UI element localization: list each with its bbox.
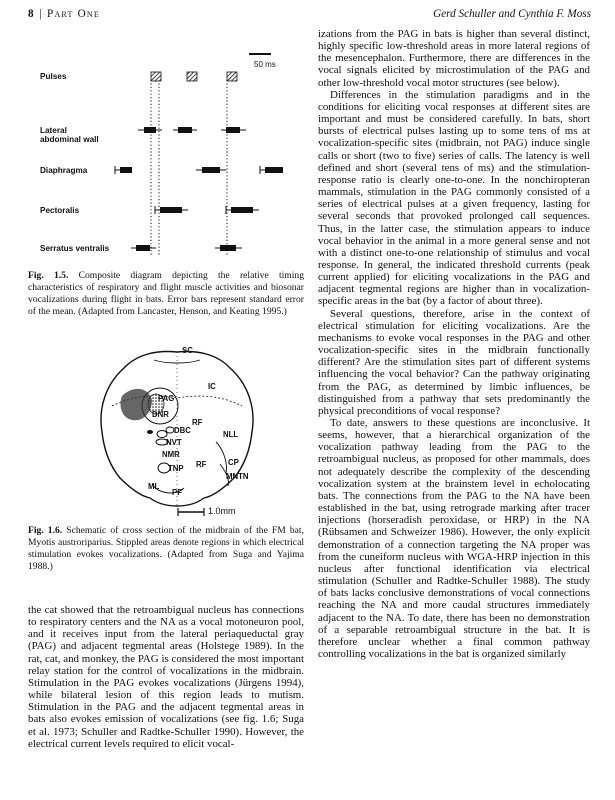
pulse-mark [151, 72, 161, 81]
caption-label: Fig. 1.6. [28, 525, 63, 536]
part-title: Part One [47, 8, 100, 20]
label-dnr: DNR [152, 410, 169, 419]
label-nll: NLL [223, 430, 239, 439]
label-ml: ML [148, 482, 160, 491]
left-column-text [28, 604, 304, 750]
timing-diagram-graphic [28, 42, 308, 274]
right-column-text [318, 28, 590, 660]
trace-serratus [131, 245, 242, 251]
scale-bar-label: 1.0mm [208, 506, 236, 516]
pulse-mark [187, 72, 197, 81]
figure-1-6-midbrain-section [92, 346, 262, 521]
label-nmr: NMR [162, 450, 180, 459]
label-ic: IC [208, 382, 216, 391]
label-rf-lower: RF [196, 460, 207, 469]
trace-label-diaphragma: Diaphragma [40, 166, 88, 175]
trace-diaphragma [115, 166, 283, 174]
paragraph: Several questions, therefore, arise in the context of electrical stimulation for eliciting vocalizations. Are the mechanisms to evoke vocal responses in the PAG and other vocalization-specific sites in the midbrain functionally different? Are the stimulation sites part of different systems influencing the vocal behavior? Can the pathway originating from the PAG, as determined by limbic influences, be distinguished from a pathway that sets predominantly the physical preconditions of vocal response? [318, 307, 590, 417]
trace-label-abdominal: Lateral abdominal wall [40, 126, 99, 144]
label-sc: SC [182, 346, 193, 355]
running-header: 8 | Part One Gerd Schuller and Cynthia F. Moss [28, 8, 591, 20]
figure-1-6-caption [28, 525, 304, 573]
paragraph: Differences in the stimulation paradigms and in the conditions for eliciting vocal responses at different sites are important and must be considered carefully. In bats, short bursts of electrical pulses lasting up to some tens of ms at vocalization-specific sites (midbrain, not PAG) induce single calls or short (two to five) series of calls. The latency is well defined and short (several tens of ms) and the stimulation-response ratio is clearly one-to-one. In the nonchiropteran mammals, stimulation in the PAG commonly consisted of a series of electrical pulses at a given frequency, lasting for several seconds that provoked prolonged call sequences. Thus, in the latter case, the stimulation appears to induce vocal behavior in the animal in a more general sense and not with a distinct one-to-one relationship of stimulus and vocal response. In general, the indicated threshold currents (peak current applied) for eliciting vocalizations in the PAG and adjacent tegmental regions are higher than in vocalization-specific areas in the bat (by a factor of about three). [318, 88, 590, 308]
label-pf: PF [172, 488, 182, 497]
paragraph: To date, answers to these questions are inconclusive. It seems, however, that a hierarchical organization of the vocalization pathway leading from the PAG to the retroambigual nucleus, as proposed for other mammals, does not adequately describe the complexity of the descending vocalization system at the brainstem level in echolocating bats. The connections from the PAG to the NA have been established in the bat, using retrograde marking after tracer injections (horseradish peroxidase, or HRP) in the NA (Rübsamen and Schweizer 1986). However, the only explicit demonstration of a connection targeting the NA proper was from the cuneiform nucleus with WGA-HRP injection in this nucleus after functional identification via electrical stimulation (Schuller and Radtke-Schuller 1988). The study of bats lacks conclusive demonstrations of vocal connections reaching the NA and more caudal structures immediately adjacent to the NA. To date, there has been no demonstration of a separable retroambigual structure in the bat. It is therefore unclear whether a final common pathway controlling vocalizations in the bat is organized similarly [318, 417, 590, 660]
caption-text: Composite diagram depicting the relative timing characteristics of respiratory and flight muscle activities and biosonar vocalizations during flight in bats. Error bars represent standard error of the mean. (Adapted from Lancaster, Henson, and Keating 1995.) [28, 270, 305, 317]
label-mntn: MNTN [226, 472, 249, 481]
caption-label: Fig. 1.5. [28, 270, 69, 281]
paragraph: izations from the PAG in bats is higher than several distinct, highly specific low-threshold areas in more lateral regions of the mesencephalon. Furthermore, there are differences in the vocal signals elicited by microstimulation of the PAG and other low-threshold vocal motor structures (see below). [318, 28, 590, 89]
label-rf-upper: RF [192, 418, 203, 427]
trace-pectoralis [155, 206, 259, 214]
label-tnp: TNP [168, 464, 184, 473]
figure-1-5-timing-diagram [28, 42, 308, 274]
label-nvt: NVT [166, 438, 182, 447]
label-cp: CP [228, 458, 239, 467]
label-pag: PAG [158, 394, 175, 403]
trace-label-pulses: Pulses [40, 72, 67, 81]
label-dbc: DBC [174, 426, 191, 435]
trace-label-serratus: Serratus ventralis [40, 244, 110, 253]
page-number: 8 [28, 8, 34, 20]
caption-text: Schematic of cross section of the midbrain of the FM bat, Myotis austroriparius. Stippled areas denote regions in which electrical stimulation evokes vocalizations. (Adapted from Suga and Yajima 1988.) [28, 525, 304, 572]
trace-abdominal [138, 127, 246, 133]
paragraph: the cat showed that the retroambigual nucleus has connections to respiratory centers and the NA as a vocal motoneuron pool, and it receives input from the lateral periaqueductal gray (PAG) and adjacent tegmental areas (Holstege 1989). In the rat, cat, and monkey, the PAG is considered the most important relay station for the control of vocalizations in the midbrain. Stimulation in the PAG evokes vocalizations (Jürgens 1994), while bilateral lesion of this region leads to mutism. Stimulation in the PAG and the adjacent tegmental areas in bats also evokes emission of vocalizations (see fig. 1.6; Suga et al. 1973; Schuller and Radtke-Schuller 1990). However, the electrical current levels required to elicit vocal- [28, 604, 304, 750]
scale-bar-label: 50 ms [254, 60, 276, 69]
pulse-mark [227, 72, 237, 81]
stippled-area [120, 389, 152, 420]
trace-label-pectoralis: Pectoralis [40, 206, 80, 215]
authors: Gerd Schuller and Cynthia F. Moss [433, 8, 591, 20]
figure-1-5-caption [28, 270, 304, 318]
